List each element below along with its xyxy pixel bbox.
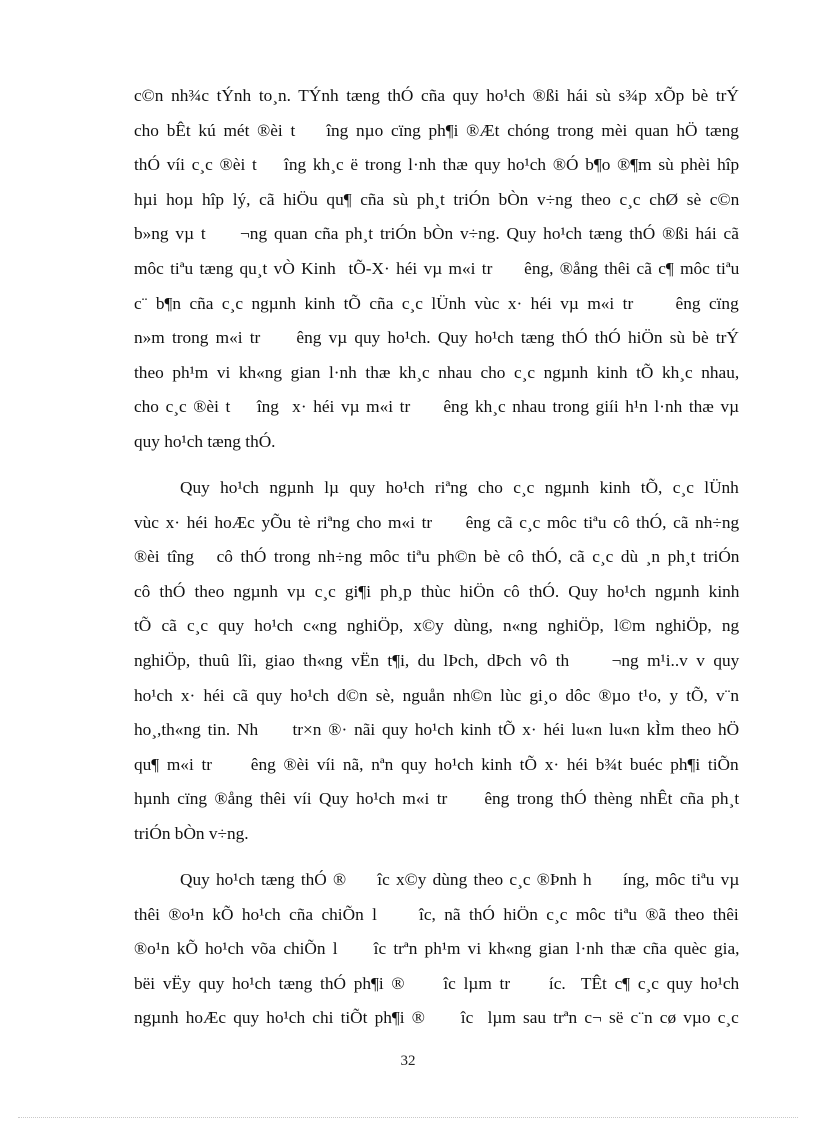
text-line: c©n nh¾c tÝnh to¸n. TÝnh tæng thÓ cña quy ho¹ch ®ßi hái sù s¾p xÕp bè trÝ bbox=[134, 86, 739, 105]
text-line: b»ng vµ t ¬ng quan cña ph¸t triÓn bÒn v÷ng. Quy ho¹ch tæng thÓ ®ßi hái cã bbox=[134, 224, 739, 244]
text-line: nghiÖp, thuû lîi, giao th«ng vËn t¶i, du lÞch, dÞch vô th ¬ng m¹i..v v quy bbox=[134, 651, 740, 670]
text-line: ®èi tîng cô thÓ trong nh÷ng môc tiªu ph©n bè cô thÓ, cã c¸c dù ¸n ph¸t triÓn bbox=[134, 547, 740, 567]
text-line: quy ho¹ch tæng thÓ. bbox=[134, 432, 276, 451]
text-line: thÓ víi c¸c ®èi t îng kh¸c ë trong l·nh thæ quy ho¹ch ®Ó b¶o ®¶m sù phèi hîp bbox=[134, 155, 740, 175]
text-line: hµnh cïng ®ång thêi víi Quy ho¹ch m«i tr êng trong thÓ thèng nhÊt cña ph¸t bbox=[134, 789, 740, 809]
text-line: bëi vËy quy ho¹ch tæng thÓ ph¶i ® îc lµm tr íc. TÊt c¶ c¸c quy ho¹ch bbox=[134, 973, 740, 993]
text-line: c¨ b¶n cña c¸c ngµnh kinh tÕ cña c¸c lÜnh vùc x· héi vµ m«i tr êng cïng bbox=[134, 293, 739, 313]
text-line: cô thÓ theo ngµnh vµ c¸c gi¶i ph¸p thùc hiÖn cô thÓ. Quy ho¹ch ngµnh kinh bbox=[134, 581, 740, 601]
text-line: ho¸,th«ng tin. Nh tr×n ®· nãi quy ho¹ch kinh tÕ x· héi lu«n lu«n kÌm theo hÖ bbox=[134, 720, 740, 740]
text-line: môc tiªu tæng qu¸t vÒ Kinh tÕ-X· héi vµ m«i tr êng, ®ång thêi cã c¶ môc tiªu bbox=[134, 259, 740, 278]
text-line: ®o¹n kÕ ho¹ch võa chiÕn l îc trªn ph¹m vi kh«ng gian l·nh thæ cña quèc gia, bbox=[134, 939, 740, 959]
text-line: qu¶ m«i tr êng ®èi víi nã, nªn quy ho¹ch kinh tÕ x· héi b¾t buéc ph¶i tiÕn bbox=[134, 754, 739, 774]
text-line: theo ph¹m vi kh«ng gian l·nh thæ kh¸c nhau cho c¸c ngµnh kinh tÕ kh¸c nhau, bbox=[134, 362, 740, 382]
text-line: triÓn bÒn v÷ng. bbox=[134, 824, 249, 843]
text-line: ho¹ch x· héi cã quy ho¹ch d©n sè, nguån nh©n lùc gi¸o dôc ®µo t¹o, y tÕ, v¨n bbox=[134, 685, 740, 705]
text-line: vùc x· héi hoÆc yÕu tè riªng cho m«i tr êng cã c¸c môc tiªu cô thÓ, cã nh÷ng bbox=[134, 512, 740, 532]
text-line: hµi hoµ hîp lý, cã hiÖu qu¶ cña sù ph¸t triÓn bÒn v÷ng theo c¸c chØ sè c©n bbox=[134, 189, 740, 209]
text-line: ngµnh hoÆc quy ho¹ch chi tiÕt ph¶i ® îc lµm sau trªn c¬ së c¨n cø vµo c¸c bbox=[134, 1008, 739, 1028]
text-line: cho bÊt kú mét ®èi t îng nµo cïng ph¶i ®Æt chóng trong mèi quan hÖ tæng bbox=[134, 120, 739, 140]
text-line: Quy ho¹ch ngµnh lµ quy ho¹ch riªng cho c¸c ngµnh kinh tÕ, c¸c lÜnh bbox=[180, 478, 739, 497]
page-number: 32 bbox=[400, 1053, 416, 1069]
text-line: n»m trong m«i tr êng vµ quy ho¹ch. Quy ho¹ch tæng thÓ thÓ hiÖn sù bè trÝ bbox=[134, 328, 739, 348]
text-line: Quy ho¹ch tæng thÓ ® îc x©y dùng theo c¸c ®Þnh h íng, môc tiªu vµ bbox=[180, 870, 740, 889]
page-border-dotted bbox=[18, 1117, 798, 1118]
text-line: thêi ®o¹n kÕ ho¹ch cña chiÕn l îc, nã thÓ hiÖn c¸c môc tiªu ®ã theo thêi bbox=[134, 904, 739, 924]
text-line: tÕ cã c¸c quy ho¹ch c«ng nghiÖp, x©y dùng, n«ng nghiÖp, l©m nghiÖp, ng bbox=[134, 616, 740, 636]
text-line: cho c¸c ®èi t îng x· héi vµ m«i tr êng kh¸c nhau trong giíi h¹n l·nh thæ vµ bbox=[134, 397, 740, 417]
